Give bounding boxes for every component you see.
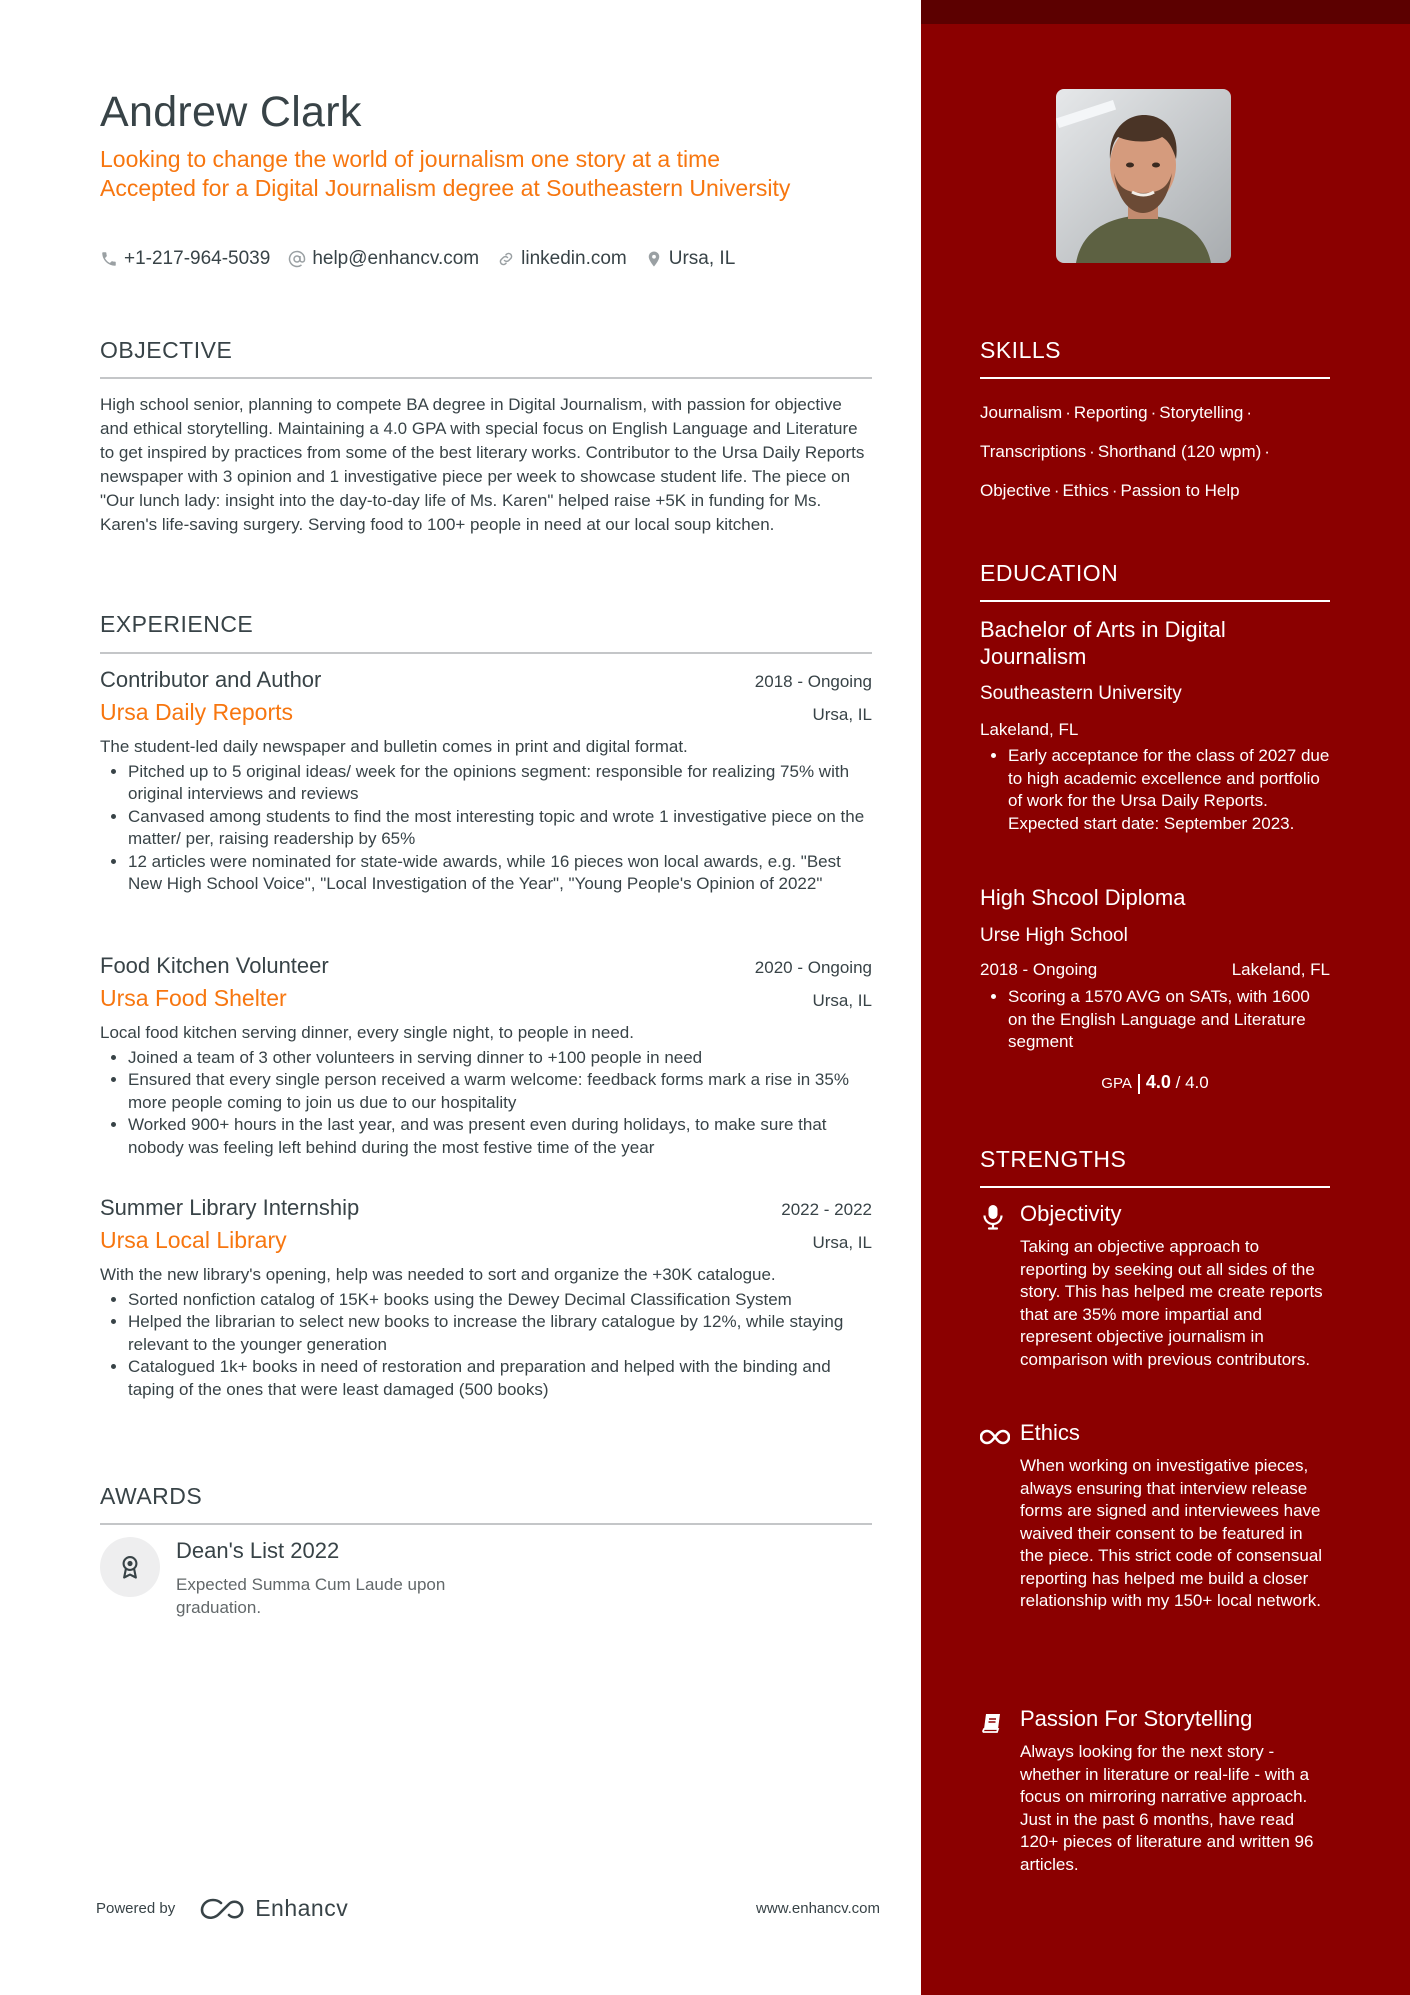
strengths-heading: STRENGTHS — [980, 1146, 1127, 1172]
enhancv-logo[interactable] — [199, 1895, 348, 1922]
job-title: Summer Library Internship — [100, 1195, 360, 1220]
education-bullets — [980, 745, 1330, 835]
sidebar-top-bar — [921, 0, 1410, 24]
phone-text: +1-217-964-5039 — [124, 248, 271, 269]
job-location: Ursa, IL — [812, 991, 872, 1010]
experience-entry — [100, 953, 872, 1159]
brand-name: Enhancv — [255, 1895, 349, 1921]
at-icon — [288, 250, 306, 268]
skill-tag: Ethics — [1062, 481, 1109, 500]
contact-phone[interactable] — [100, 248, 270, 270]
award-description: Expected Summa Cum Laude upon graduation. — [176, 1575, 446, 1617]
gpa-max: / 4.0 — [1175, 1073, 1209, 1092]
experience-heading: EXPERIENCE — [100, 611, 254, 637]
strength-title: Objectivity — [1020, 1201, 1122, 1226]
experience-divider — [100, 652, 872, 654]
job-description: With the new library's opening, help was needed to sort and organize the +30K catalogue. — [100, 1265, 776, 1284]
job-bullet: • Ensured that every single person received a warm welcome: feedback forms mark a rise in 35% more people coming to join us due to our hospitality — [128, 1069, 872, 1114]
education-bullet: • Early acceptance for the class of 2027 due to high academic excellence and portfolio of work for the Ursa Daily Reports. Expected start date: September 2023. — [1008, 745, 1330, 835]
powered-by-label: Powered by — [96, 1900, 176, 1917]
job-title: Food Kitchen Volunteer — [100, 953, 329, 978]
job-bullet: • Joined a team of 3 other volunteers in serving dinner to +100 people in need — [128, 1047, 872, 1070]
link-icon — [497, 250, 515, 268]
skills-divider — [980, 377, 1330, 379]
job-bullet: • Worked 900+ hours in the last year, and was present even during holidays, to make sure that nobody was feeling left behind during the most festive time of the year — [128, 1114, 872, 1159]
job-bullets — [100, 1289, 872, 1402]
sidebar — [921, 0, 1410, 1995]
book-icon — [980, 1710, 1006, 1736]
powered-by — [96, 1895, 348, 1922]
gpa-label: GPA — [1101, 1075, 1132, 1092]
candidate-name: Andrew Clark — [100, 88, 362, 136]
degree-title: High Shcool Diploma — [980, 885, 1186, 910]
contact-row — [100, 248, 735, 270]
skills-heading: SKILLS — [980, 337, 1061, 363]
skills-line: Transcriptions · Shorthand (120 wpm) · — [980, 442, 1270, 461]
education-meta — [980, 720, 1330, 740]
job-bullet: • Helped the librarian to select new books to increase the library catalogue by 12%, while staying relevant to the younger generation — [128, 1311, 872, 1356]
phone-icon — [100, 250, 118, 268]
education-location: Lakeland, FL — [1231, 960, 1330, 979]
microphone-icon — [980, 1204, 1006, 1230]
objective-text: High school senior, planning to compete BA degree in Digital Journalism, with passion for objective and ethical storytelling. Maintaining a 4.0 GPA with special focus on English Language and Literature to get inspired by practices from some of the best literary works. Contributor to the Ursa Daily Reports newspaper with 3 opinion and 1 investigative piece per week to showcase student life. The piece on "Our lunch lady: insight into the day-to-day life of Ms. Karen" helped raise +5K in funding for Ms. Karen's life-saving surgery. Serving food to 100+ people in need at our local soup kitchen. — [100, 395, 865, 534]
company-name: Ursa Food Shelter — [100, 985, 287, 1011]
strength-description: Always looking for the next story - whether in literature or real-life - with a focus on mirroring narrative approach. Just in the past 6 months, have read 120+ pieces of literature and written 96 articles. — [1020, 1742, 1314, 1874]
education-meta — [980, 960, 1330, 980]
job-date: 2018 - Ongoing — [754, 672, 872, 691]
job-location: Ursa, IL — [812, 705, 872, 724]
footer-url[interactable]: www.enhancv.com — [756, 1900, 880, 1917]
contact-linkedin[interactable] — [497, 248, 627, 270]
experience-entry — [100, 667, 872, 896]
enhancv-logo-icon — [199, 1897, 247, 1921]
job-bullet: • 12 articles were nominated for state-wide awards, while 16 pieces won local awards, e.g. "Best New High School Voice", "Local Investigation of the Year", "Young People's Opinion of 2022" — [128, 851, 872, 896]
skill-tag: Transcriptions — [980, 442, 1087, 461]
experience-entry — [100, 1195, 872, 1401]
tagline: Looking to change the world of journalism one story at a time Accepted for a Digital Journalism degree at Southeastern University — [100, 146, 791, 201]
skill-tag: Reporting — [1073, 403, 1148, 422]
job-bullets — [100, 761, 872, 896]
objective-divider — [100, 377, 872, 379]
skill-tag: Shorthand (120 wpm) — [1097, 442, 1262, 461]
company-name: Ursa Daily Reports — [100, 699, 293, 725]
job-title: Contributor and Author — [100, 667, 322, 692]
education-bullets — [980, 986, 1330, 1054]
contact-location — [645, 248, 736, 270]
job-description: Local food kitchen serving dinner, every single night, to people in need. — [100, 1023, 634, 1042]
company-name: Ursa Local Library — [100, 1227, 287, 1253]
job-bullet: • Canvased among students to find the most interesting topic and wrote 1 investigative piece on the matter/ per, raising readership by 65% — [128, 806, 872, 851]
award-ribbon-icon — [100, 1537, 160, 1597]
gpa — [980, 1072, 1330, 1094]
strength-title: Passion For Storytelling — [1020, 1706, 1253, 1731]
strength-description: When working on investigative pieces, always ensuring that interview release forms are signed and interviewees have waived their consent to be featured in the piece. This strict code of consensual reporting has helped me build a closer relationship with my 150+ local network. — [1020, 1456, 1323, 1610]
job-bullet: • Pitched up to 5 original ideas/ week for the opinions segment: responsible for realizing 75% with original interviews and reviews — [128, 761, 872, 806]
job-location: Ursa, IL — [812, 1233, 872, 1252]
skill-tag: Journalism — [980, 403, 1063, 422]
education-location: Lakeland, FL — [980, 720, 1079, 739]
job-bullet: • Sorted nonfiction catalog of 15K+ books using the Dewey Decimal Classification System — [128, 1289, 872, 1312]
location-text: Ursa, IL — [668, 248, 736, 269]
job-date: 2020 - Ongoing — [754, 958, 872, 977]
education-date: 2018 - Ongoing — [980, 960, 1098, 979]
education-heading: EDUCATION — [980, 560, 1119, 586]
linkedin-text: linkedin.com — [521, 248, 627, 269]
contact-email[interactable] — [288, 248, 479, 270]
footer — [96, 1895, 880, 1922]
skills-line: Journalism · Reporting · Storytelling · — [980, 403, 1253, 422]
job-date: 2022 - 2022 — [781, 1200, 872, 1219]
degree-title: Bachelor of Arts in Digital Journalism — [980, 617, 1226, 669]
skill-tag: Objective — [980, 481, 1051, 500]
education-divider — [980, 600, 1330, 602]
awards-divider — [100, 1523, 872, 1525]
gpa-value: 4.0 — [1145, 1072, 1171, 1092]
infinity-icon — [980, 1424, 1010, 1450]
education-bullet: • Scoring a 1570 AVG on SATs, with 1600 on the English Language and Literature segment — [1008, 986, 1330, 1054]
profile-photo — [1056, 89, 1231, 263]
skills-line: Objective · Ethics · Passion to Help — [980, 481, 1240, 500]
objective-heading: OBJECTIVE — [100, 337, 233, 363]
awards-heading: AWARDS — [100, 1483, 203, 1509]
strengths-divider — [980, 1186, 1330, 1188]
school-name: Urse High School — [980, 925, 1128, 946]
location-pin-icon — [645, 250, 663, 268]
skill-tag: Passion to Help — [1120, 481, 1240, 500]
strength-description: Taking an objective approach to reporting by seeking out all sides of the story. This has helped me create reports that are 35% more impartial and represent objective journalism in comparison with previous contributors. — [1020, 1237, 1323, 1369]
job-bullets — [100, 1047, 872, 1160]
award-title: Dean's List 2022 — [176, 1538, 340, 1563]
job-bullet: • Catalogued 1k+ books in need of restoration and preparation and helped with the binding and taping of the ones that were least damaged (500 books) — [128, 1356, 872, 1401]
skills-list — [980, 393, 1330, 510]
email-text: help@enhancv.com — [312, 248, 480, 269]
strength-title: Ethics — [1020, 1420, 1080, 1445]
school-name: Southeastern University — [980, 683, 1182, 704]
skill-tag: Storytelling — [1159, 403, 1244, 422]
job-description: The student-led daily newspaper and bulletin comes in print and digital format. — [100, 737, 688, 756]
